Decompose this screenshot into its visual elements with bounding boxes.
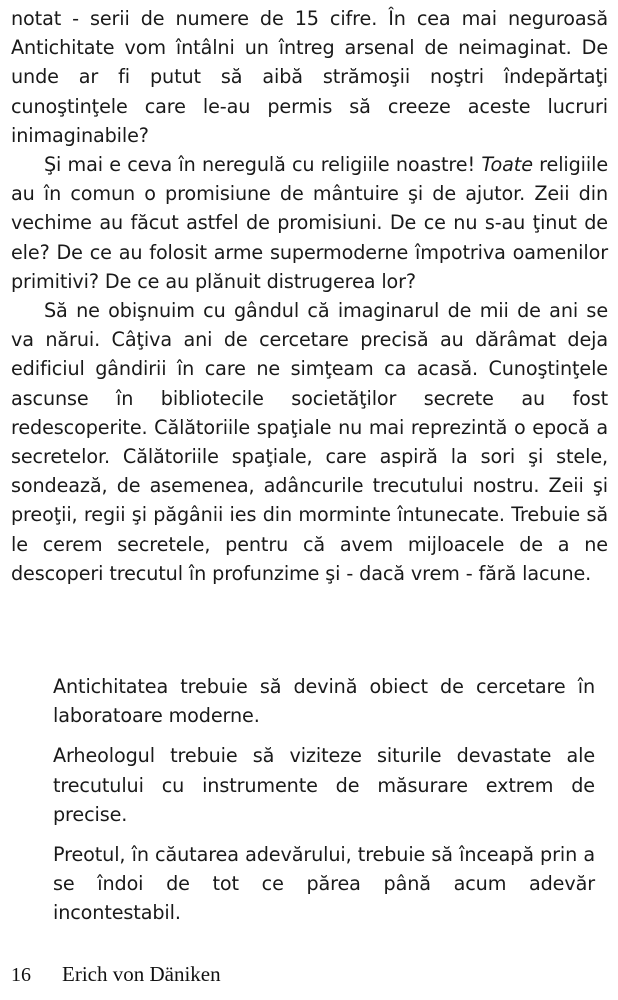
running-head-author: Erich von Däniken <box>62 962 221 986</box>
paragraph-religions-part1: Şi mai e ceva în neregulă cu religiile noastre! <box>44 153 482 177</box>
emphasis-toate: Toate <box>481 153 533 177</box>
quote-paragraph-priest: Preotul, în căutarea adevărului, trebuie să înceapă prin a se îndoi de tot ce părea până acum adevăr incontestabil. <box>53 843 595 925</box>
paragraph-religions <box>11 150 608 296</box>
main-text-block <box>11 4 608 588</box>
quote-paragraph-antiquity: Antichitatea trebuie să devină obiect de cercetare în laboratoare moderne. <box>53 675 595 728</box>
paragraph-past-research: Să ne obişnuim cu gândul că imaginarul de mii de ani se va nărui. Câţiva ani de cercetare precisă au dărâmat deja edificiul gândirii în care ne simţeam ca acasă. Cunoştinţele ascunse în bibliotecile societăţilor secrete au fost redescoperite. Călătoriile spaţiale nu mai reprezintă o epocă a secretelor. Călătoriile spaţiale, care aspiră la sori şi stele, sondează, de asemenea, adâncurile trecutului nostru. Zeii şi preoţii, regii şi păgânii ies din morminte întunecate. Trebuie să le cerem secretele, pentru că avem mijloacele de a ne descoperi trecutul în profunzime şi - dacă vrem - fără lacune. <box>11 299 608 585</box>
paragraph-continuation: notat - serii de numere de 15 cifre. În cea mai neguroasă Antichitate vom întâlni un întreg arsenal de neimaginat. De unde ar fi putut să aibă strămoşii noştri îndepărtaţi cunoştinţele care le-au permis să creeze aceste lucruri inimaginabile? <box>11 7 608 147</box>
indented-quote-block <box>53 672 595 928</box>
page-footer <box>11 962 608 992</box>
paragraph-religions-part2: religiile au în comun o promisiune de mântuire şi de ajutor. Zeii din vechime au făcut astfel de promisiuni. De ce nu s-au ţinut de ele? De ce au folosit arme supermoderne împotriva oamenilor primitivi? De ce au plănuit distrugerea lor? <box>11 153 608 293</box>
page-number: 16 <box>11 964 31 986</box>
quote-paragraph-archaeologist: Arheologul trebuie să viziteze siturile devastate ale trecutului cu instrumente de măsurare extrem de precise. <box>53 744 595 826</box>
